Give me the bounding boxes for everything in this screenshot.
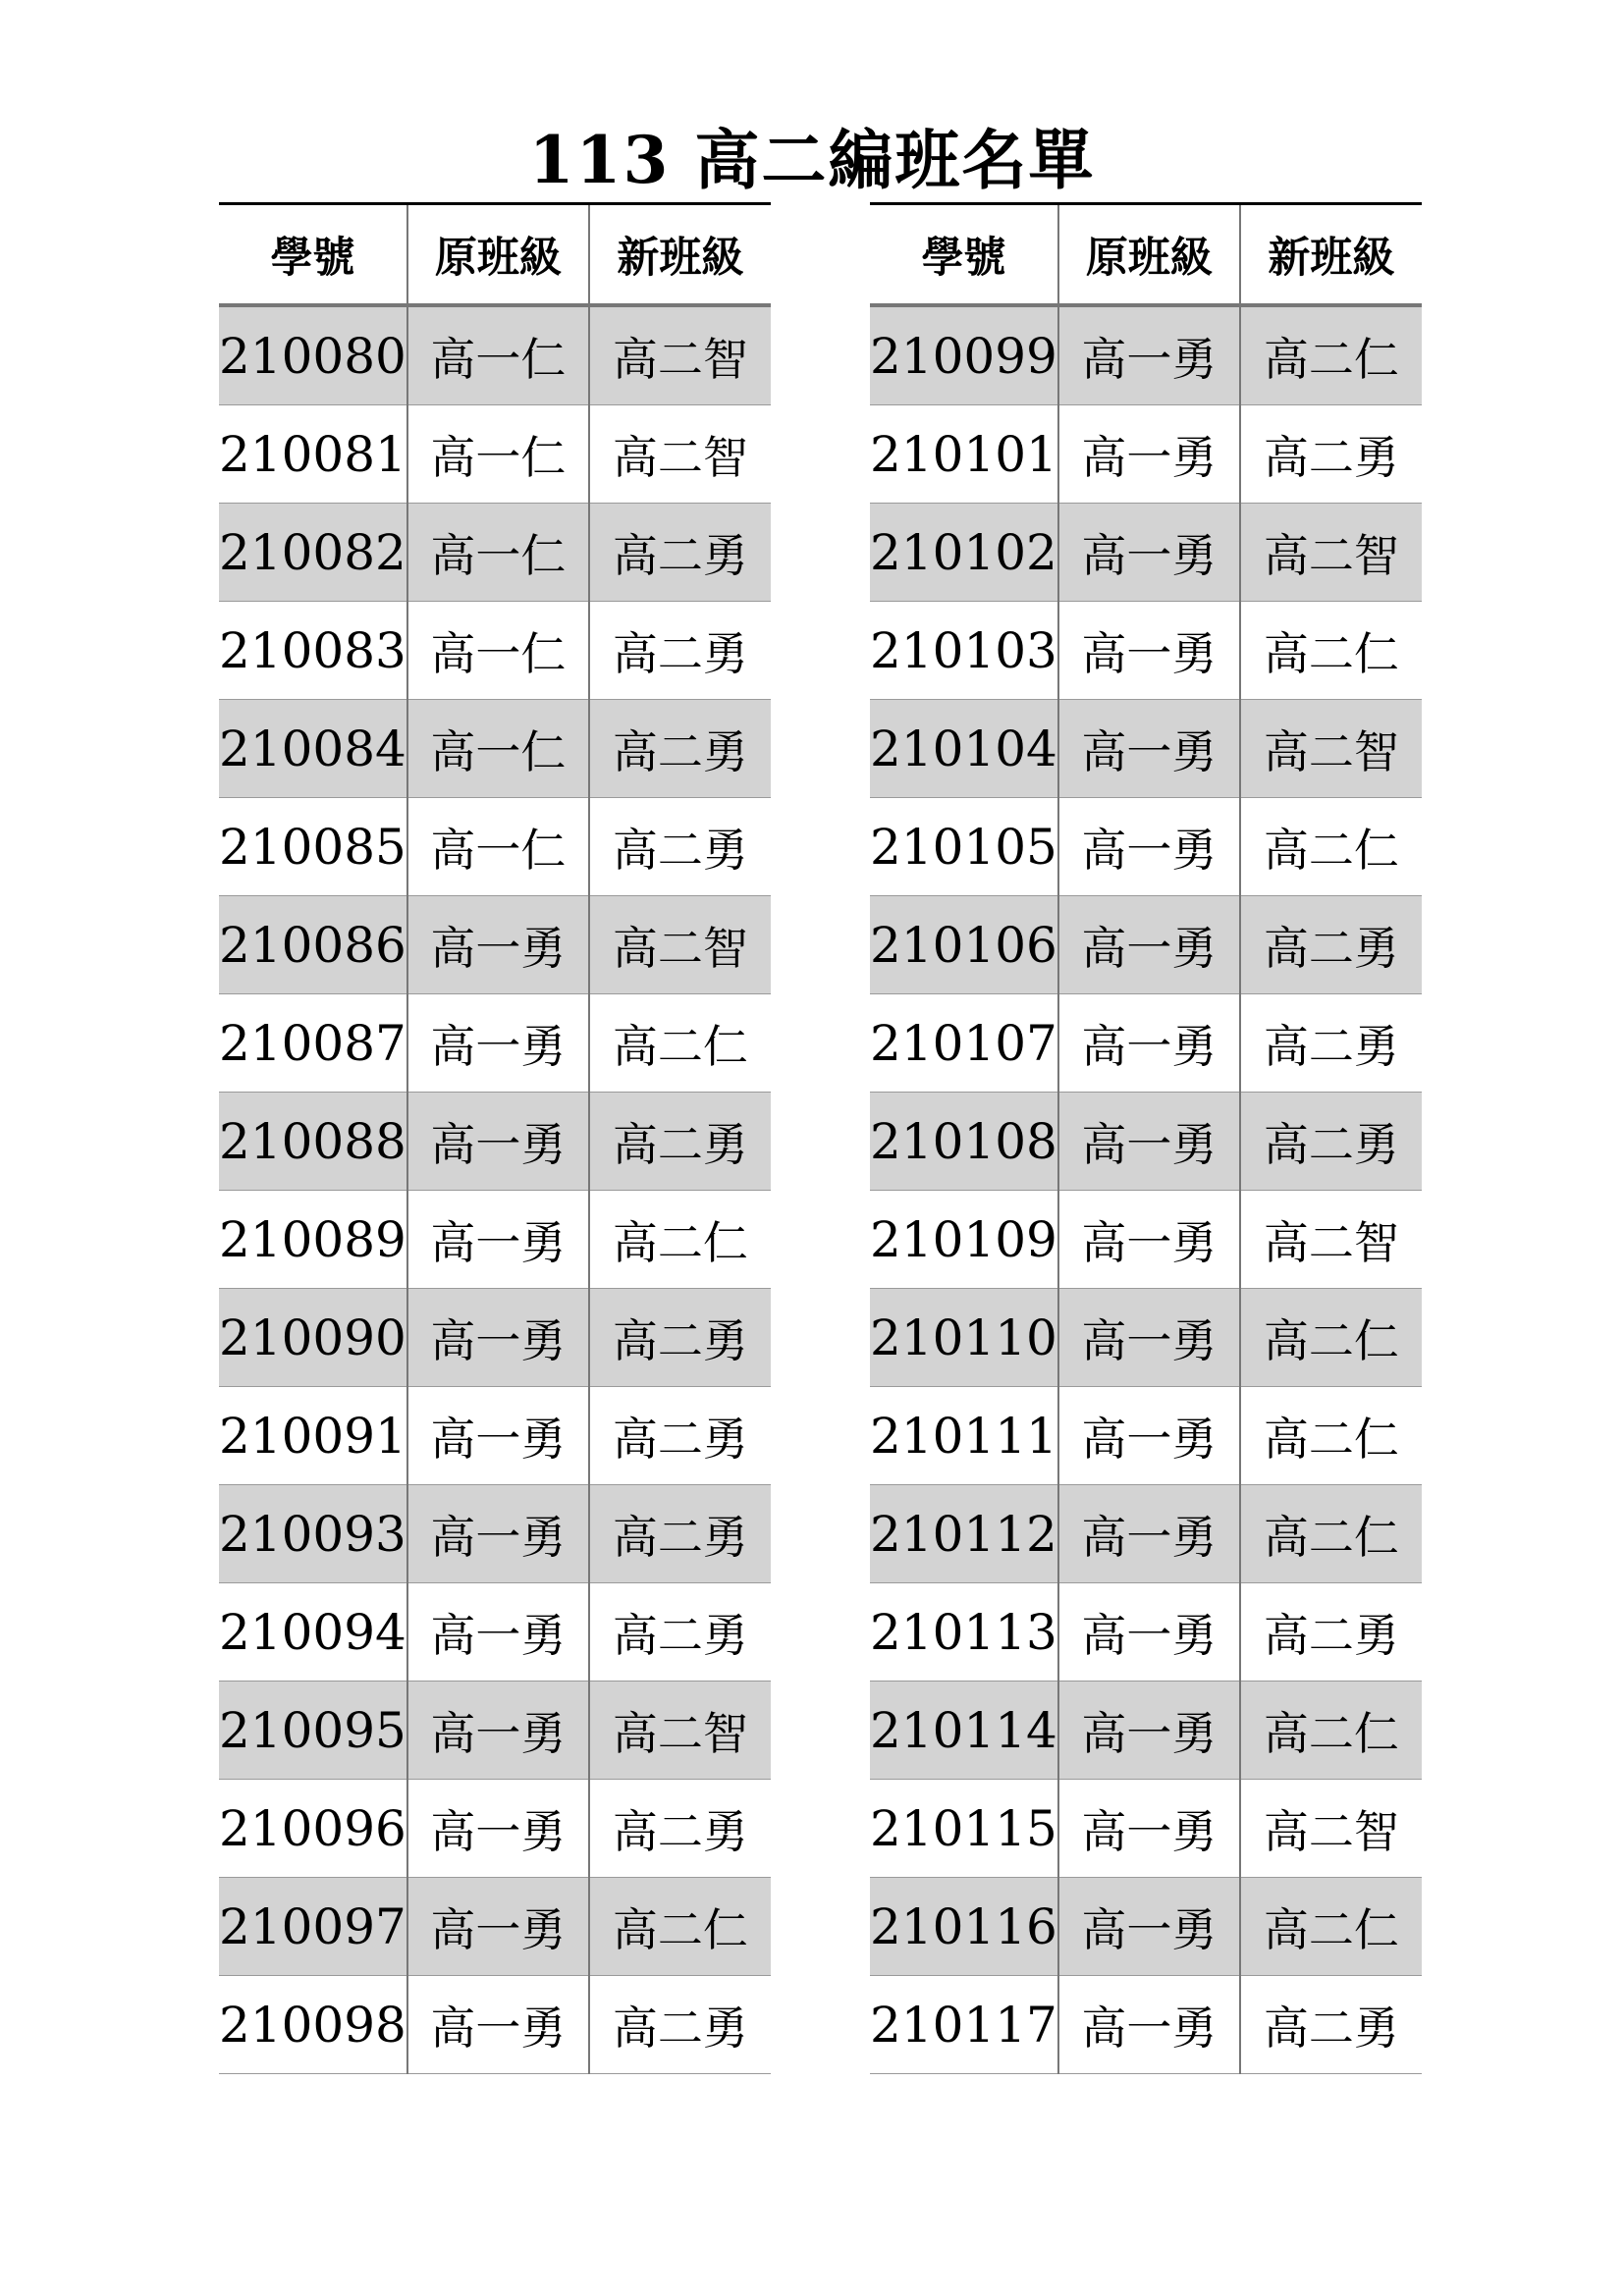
new-class-cell: 高二勇 (589, 1289, 771, 1387)
new-class-cell: 高二仁 (1240, 1485, 1422, 1583)
table-row (219, 700, 771, 798)
student-id-cell: 210097 (219, 1878, 407, 1976)
table-row (870, 405, 1422, 504)
original-class-cell: 高一勇 (1058, 405, 1240, 504)
original-class-cell: 高一勇 (1058, 1289, 1240, 1387)
student-id-cell: 210113 (870, 1583, 1058, 1682)
original-class-cell: 高一勇 (1058, 1485, 1240, 1583)
original-class-cell: 高一勇 (1058, 1976, 1240, 2074)
student-id-cell: 210093 (219, 1485, 407, 1583)
header-student-id: 學號 (219, 204, 407, 306)
student-id-cell: 210083 (219, 602, 407, 700)
new-class-cell: 高二勇 (589, 1780, 771, 1878)
original-class-cell: 高一勇 (1058, 1191, 1240, 1289)
student-id-cell: 210106 (870, 896, 1058, 994)
original-class-cell: 高一勇 (1058, 504, 1240, 602)
student-id-cell: 210102 (870, 504, 1058, 602)
original-class-cell: 高一勇 (407, 1976, 589, 2074)
new-class-cell: 高二智 (1240, 504, 1422, 602)
table-row (219, 994, 771, 1093)
student-id-cell: 210090 (219, 1289, 407, 1387)
student-id-cell: 210105 (870, 798, 1058, 896)
table-row (870, 1583, 1422, 1682)
new-class-cell: 高二勇 (589, 504, 771, 602)
table-row (219, 1682, 771, 1780)
new-class-cell: 高二勇 (589, 1093, 771, 1191)
table-row (870, 994, 1422, 1093)
table-row (870, 1976, 1422, 2074)
student-id-cell: 210094 (219, 1583, 407, 1682)
table-row (870, 1878, 1422, 1976)
table-row (219, 1387, 771, 1485)
table-row (870, 1191, 1422, 1289)
table-header (870, 204, 1422, 306)
roster-table-right (870, 202, 1422, 2074)
table-row (219, 896, 771, 994)
table-row (870, 305, 1422, 405)
header-new-class: 新班級 (589, 204, 771, 306)
original-class-cell: 高一勇 (407, 1780, 589, 1878)
original-class-cell: 高一仁 (407, 305, 589, 405)
original-class-cell: 高一勇 (1058, 994, 1240, 1093)
table-row (219, 1878, 771, 1976)
original-class-cell: 高一仁 (407, 405, 589, 504)
student-id-cell: 210117 (870, 1976, 1058, 2074)
new-class-cell: 高二勇 (589, 1485, 771, 1583)
student-id-cell: 210098 (219, 1976, 407, 2074)
new-class-cell: 高二勇 (589, 602, 771, 700)
table-row (870, 1289, 1422, 1387)
student-id-cell: 210104 (870, 700, 1058, 798)
original-class-cell: 高一勇 (407, 1682, 589, 1780)
table-row (219, 1289, 771, 1387)
original-class-cell: 高一勇 (1058, 798, 1240, 896)
new-class-cell: 高二仁 (589, 1878, 771, 1976)
student-id-cell: 210091 (219, 1387, 407, 1485)
original-class-cell: 高一勇 (407, 994, 589, 1093)
student-id-cell: 210096 (219, 1780, 407, 1878)
student-id-cell: 210089 (219, 1191, 407, 1289)
new-class-cell: 高二智 (589, 305, 771, 405)
student-id-cell: 210110 (870, 1289, 1058, 1387)
table-row (870, 1682, 1422, 1780)
student-id-cell: 210109 (870, 1191, 1058, 1289)
student-id-cell: 210086 (219, 896, 407, 994)
new-class-cell: 高二勇 (589, 798, 771, 896)
original-class-cell: 高一仁 (407, 504, 589, 602)
original-class-cell: 高一勇 (1058, 602, 1240, 700)
original-class-cell: 高一仁 (407, 798, 589, 896)
student-id-cell: 210112 (870, 1485, 1058, 1583)
original-class-cell: 高一勇 (1058, 1780, 1240, 1878)
new-class-cell: 高二智 (1240, 700, 1422, 798)
new-class-cell: 高二仁 (589, 1191, 771, 1289)
original-class-cell: 高一勇 (407, 1289, 589, 1387)
header-row (870, 204, 1422, 306)
header-original-class: 原班級 (1058, 204, 1240, 306)
new-class-cell: 高二智 (1240, 1191, 1422, 1289)
header-student-id: 學號 (870, 204, 1058, 306)
student-id-cell: 210087 (219, 994, 407, 1093)
new-class-cell: 高二仁 (1240, 798, 1422, 896)
original-class-cell: 高一勇 (1058, 700, 1240, 798)
new-class-cell: 高二勇 (589, 1583, 771, 1682)
student-id-cell: 210114 (870, 1682, 1058, 1780)
table-row (219, 1583, 771, 1682)
student-id-cell: 210108 (870, 1093, 1058, 1191)
table-row (870, 1093, 1422, 1191)
new-class-cell: 高二仁 (1240, 1289, 1422, 1387)
original-class-cell: 高一勇 (1058, 896, 1240, 994)
student-id-cell: 210116 (870, 1878, 1058, 1976)
new-class-cell: 高二勇 (589, 1976, 771, 2074)
student-id-cell: 210111 (870, 1387, 1058, 1485)
table-row (219, 1485, 771, 1583)
student-id-cell: 210085 (219, 798, 407, 896)
new-class-cell: 高二仁 (1240, 305, 1422, 405)
table-row (219, 602, 771, 700)
student-id-cell: 210101 (870, 405, 1058, 504)
new-class-cell: 高二勇 (1240, 994, 1422, 1093)
original-class-cell: 高一勇 (407, 1878, 589, 1976)
new-class-cell: 高二智 (589, 405, 771, 504)
new-class-cell: 高二勇 (1240, 1976, 1422, 2074)
original-class-cell: 高一勇 (407, 1583, 589, 1682)
table-body (870, 305, 1422, 2074)
original-class-cell: 高一勇 (1058, 1682, 1240, 1780)
student-id-cell: 210099 (870, 305, 1058, 405)
student-id-cell: 210080 (219, 305, 407, 405)
table-row (870, 1780, 1422, 1878)
table-header (219, 204, 771, 306)
original-class-cell: 高一仁 (407, 700, 589, 798)
table-row (870, 798, 1422, 896)
student-id-cell: 210081 (219, 405, 407, 504)
new-class-cell: 高二仁 (1240, 1387, 1422, 1485)
original-class-cell: 高一勇 (1058, 1387, 1240, 1485)
table-row (219, 1191, 771, 1289)
new-class-cell: 高二智 (589, 1682, 771, 1780)
table-row (219, 1093, 771, 1191)
table-row (870, 1485, 1422, 1583)
table-body (219, 305, 771, 2074)
table-row (870, 602, 1422, 700)
new-class-cell: 高二勇 (1240, 1583, 1422, 1682)
table-row (870, 1387, 1422, 1485)
new-class-cell: 高二仁 (1240, 1682, 1422, 1780)
original-class-cell: 高一勇 (1058, 305, 1240, 405)
original-class-cell: 高一勇 (407, 1485, 589, 1583)
page-title: 113 高二編班名單 (528, 122, 1096, 198)
new-class-cell: 高二勇 (589, 700, 771, 798)
student-id-cell: 210115 (870, 1780, 1058, 1878)
header-new-class: 新班級 (1240, 204, 1422, 306)
original-class-cell: 高一勇 (407, 1387, 589, 1485)
table-row (219, 504, 771, 602)
header-original-class: 原班級 (407, 204, 589, 306)
new-class-cell: 高二仁 (1240, 602, 1422, 700)
student-id-cell: 210103 (870, 602, 1058, 700)
table-row (219, 798, 771, 896)
roster-table-left (219, 202, 771, 2074)
student-id-cell: 210082 (219, 504, 407, 602)
original-class-cell: 高一仁 (407, 602, 589, 700)
original-class-cell: 高一勇 (1058, 1583, 1240, 1682)
new-class-cell: 高二智 (589, 896, 771, 994)
original-class-cell: 高一勇 (407, 1093, 589, 1191)
student-id-cell: 210095 (219, 1682, 407, 1780)
original-class-cell: 高一勇 (407, 1191, 589, 1289)
table-row (870, 896, 1422, 994)
table-row (219, 405, 771, 504)
new-class-cell: 高二勇 (1240, 896, 1422, 994)
new-class-cell: 高二勇 (1240, 1093, 1422, 1191)
student-id-cell: 210107 (870, 994, 1058, 1093)
student-id-cell: 210084 (219, 700, 407, 798)
table-row (219, 305, 771, 405)
table-row (870, 504, 1422, 602)
new-class-cell: 高二仁 (589, 994, 771, 1093)
table-row (219, 1780, 771, 1878)
original-class-cell: 高一勇 (1058, 1093, 1240, 1191)
new-class-cell: 高二智 (1240, 1780, 1422, 1878)
new-class-cell: 高二勇 (589, 1387, 771, 1485)
header-row (219, 204, 771, 306)
student-id-cell: 210088 (219, 1093, 407, 1191)
original-class-cell: 高一勇 (1058, 1878, 1240, 1976)
new-class-cell: 高二仁 (1240, 1878, 1422, 1976)
table-row (219, 1976, 771, 2074)
original-class-cell: 高一勇 (407, 896, 589, 994)
new-class-cell: 高二勇 (1240, 405, 1422, 504)
table-row (870, 700, 1422, 798)
